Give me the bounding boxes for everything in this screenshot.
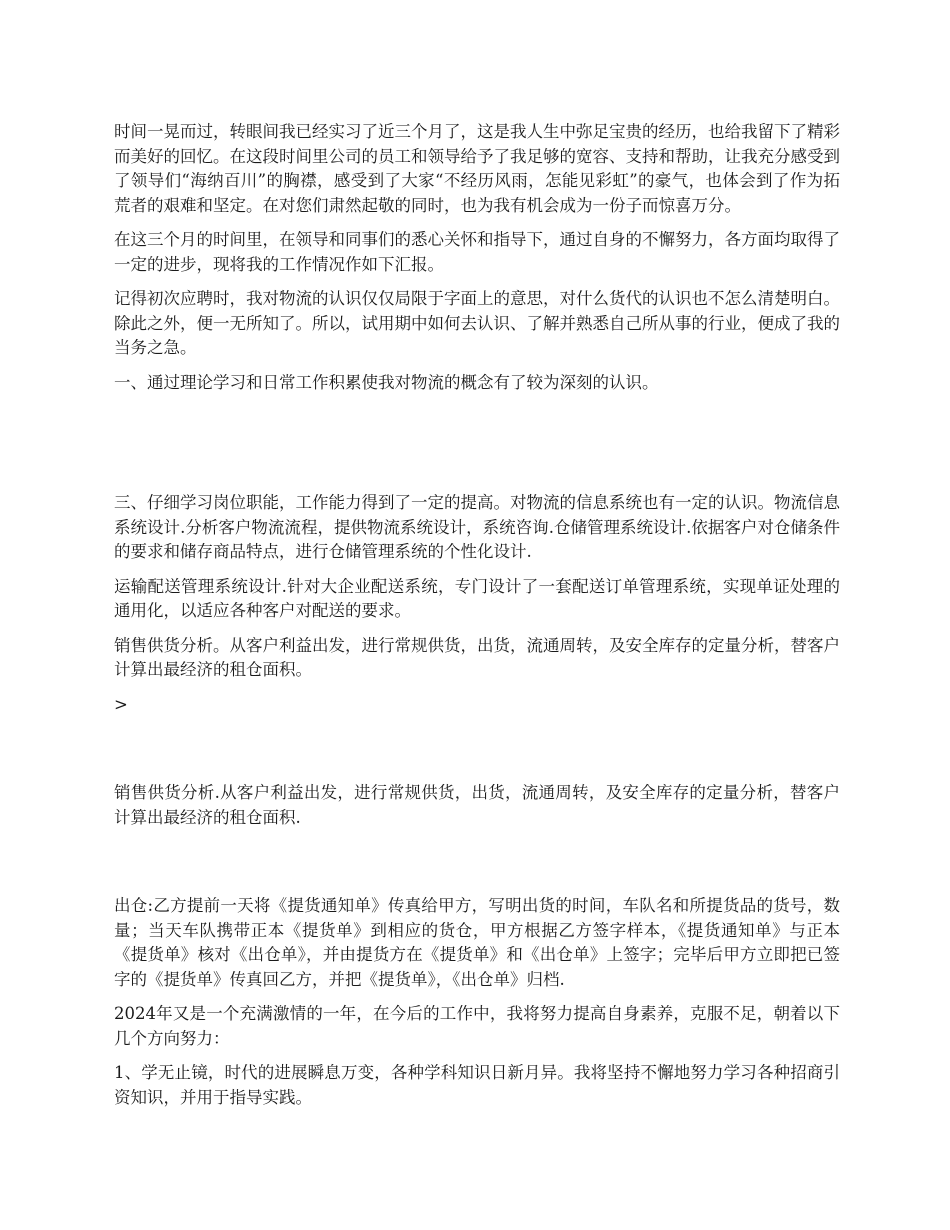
paragraph-marker: > xyxy=(114,694,128,714)
spacer xyxy=(114,727,840,781)
paragraph-transport-system: 运输配送管理系统设计.针对大企业配送系统，专门设计了一套配送订单管理系统，实现单证处理的通用化，以适应各种客户对配送的要求。 xyxy=(114,576,840,620)
document-body xyxy=(114,120,840,1120)
paragraph-section-one: 一、通过理论学习和日常工作积累使我对物流的概念有了较为深刻的认识。 xyxy=(114,372,659,392)
paragraph-first-application: 记得初次应聘时，我对物流的认识仅仅局限于字面上的意思，对什么货代的认识也不怎么清楚明白。除此之外，便一无所知了。所以，试用期中如何去认识、了解并熟悉自己所从事的行业，便成了我的当务之急。 xyxy=(114,289,840,357)
paragraph-new-year: 2024年又是一个充满激情的一年，在今后的工作中，我将努力提高自身素养，克服不足，朝着以下几个方向努力： xyxy=(114,1004,840,1048)
spacer xyxy=(114,405,840,491)
paragraph-section-three: 三、仔细学习岗位职能，工作能力得到了一定的提高。对物流的信息系统也有一定的认识。物流信息系统设计.分析客户物流流程，提供物流系统设计，系统咨询.仓储管理系统设计.依据客户对仓储条件的要求和储存商品特点，进行仓储管理系统的个性化设计. xyxy=(114,493,840,561)
paragraph-warehouse-out: 出仓:乙方提前一天将《提货通知单》传真给甲方，写明出货的时间，车队名和所提货品的货号，数量；当天车队携带正本《提货单》到相应的货仓，甲方根据乙方签字样本，《提货通知单》与正本《提货单》核对《出仓单》，并由提货方在《提货单》和《出仓单》上签字；完毕后甲方立即把已签字的《提货单》传真回乙方，并把《提货单》，《出仓单》归档. xyxy=(114,896,840,989)
paragraph-intro: 时间一晃而过，转眼间我已经实习了近三个月了，这是我人生中弥足宝贵的经历，也给我留下了精彩而美好的回忆。在这段时间里公司的员工和领导给予了我足够的宽容、支持和帮助，让我充分感受到了领导们“海纳百川”的胸襟，感受到了大家“不经历风雨，怎能见彩虹”的豪气，也体会到了作为拓荒者的艰难和坚定。在对您们肃然起敬的同时，也为我有机会成为一份子而惊喜万分。 xyxy=(114,122,840,215)
paragraph-overview: 在这三个月的时间里，在领导和同事们的悉心关怀和指导下，通过自身的不懈努力，各方面均取得了一定的进步，现将我的工作情况作如下汇报。 xyxy=(114,230,840,274)
paragraph-sales-analysis-repeat: 销售供货分析.从客户利益出发，进行常规供货，出货，流通周转，及安全库存的定量分析，替客户计算出最经济的租仓面积. xyxy=(114,783,840,827)
paragraph-sales-analysis: 销售供货分析。从客户利益出发，进行常规供货，出货，流通周转，及安全库存的定量分析，替客户计算出最经济的租仓面积。 xyxy=(114,635,840,679)
spacer xyxy=(114,840,840,894)
paragraph-goal-one: 1、学无止镜，时代的进展瞬息万变，各种学科知识日新月异。我将坚持不懈地努力学习各种招商引资知识，并用于指导实践。 xyxy=(114,1063,840,1107)
